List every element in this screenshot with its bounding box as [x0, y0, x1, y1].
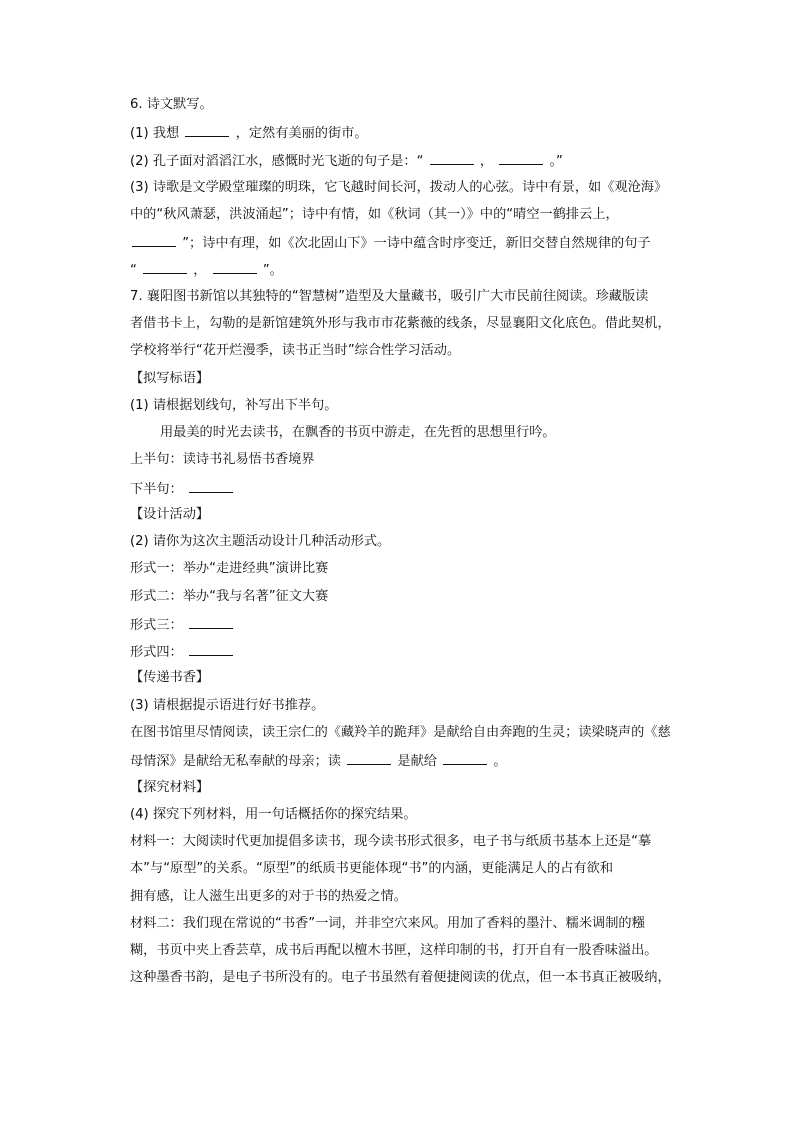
q6-item-1-text-b: ，定然有美丽的街市。 [235, 126, 368, 141]
q6-item-3-line-4-text-c: ”。 [262, 263, 283, 278]
answer-blank[interactable] [443, 750, 487, 765]
q6-item-1 [130, 122, 710, 142]
answer-blank[interactable] [189, 478, 233, 493]
q7-form-3 [130, 614, 710, 634]
q6-item-3-line-4-text-b: ， [193, 263, 207, 278]
answer-blank[interactable] [132, 232, 176, 247]
q7-form-1: 形式一：举办“走进经典”演讲比赛 [130, 561, 329, 576]
q7-item-1-underlined-text: 用最美的时光去读书，在飘香的书页中游走，在先哲的思想里行吟。 [160, 425, 556, 440]
q6-item-1-text-a: (1) 我想 [130, 126, 180, 141]
material-2-line-2: 糊，书页中夹上香芸草，成书后再配以檀木书匣，这样印制的书，打开自有一股香味溢出。 [130, 943, 658, 958]
q6-item-3-line-4-text-a: “ [130, 263, 137, 278]
q6-item-3-line-4 [130, 259, 710, 279]
answer-blank[interactable] [213, 259, 257, 274]
q6-item-2-text-c: 。” [549, 154, 563, 169]
q7-item-1-prompt: (1) 请根据划线句，补写出下半句。 [130, 398, 338, 413]
section-heading-recommend: 【传递书香】 [130, 670, 210, 685]
q6-item-2 [130, 150, 710, 170]
material-1-line-3: 拥有感，让人滋生出更多的对于书的热爱之情。 [130, 889, 407, 904]
q7-item-4-prompt: (4) 探究下列材料，用一句话概括你的探究结果。 [130, 807, 417, 822]
answer-blank[interactable] [347, 750, 391, 765]
q6-item-3-line-3-text: ”；诗中有理，如《次北固山下》一诗中蕴含时序变迁，新旧交替自然规律的句子 [182, 236, 651, 251]
material-1-line-2: 本”与“原型”的关系。“原型”的纸质书更能体现“书”的内涵，更能满足人的占有欲和 [130, 861, 614, 876]
q7-item-3-text-2-a: 母情深》是献给无私奉献的母亲；读 [130, 754, 341, 769]
q7-form-2: 形式二：举办“我与名著”征文大赛 [130, 589, 329, 604]
q6-item-3-line-2: 中的“秋风萧瑟，洪波涌起”；诗中有情，如《秋词（其一）》中的“晴空一鹤排云上， [130, 207, 619, 222]
answer-blank[interactable] [189, 614, 233, 629]
answer-blank[interactable] [499, 150, 543, 165]
q7-item-3-text-2-b: 是献给 [397, 754, 437, 769]
question-7-intro-1: 7. 襄阳图书新馆以其独特的“智慧树”造型及大量藏书，吸引广大市民前往阅读。珍藏版读 [130, 289, 649, 304]
q6-item-3-line-3 [130, 232, 710, 252]
material-2-line-3: 这种墨香书韵，是电子书所没有的。电子书虽然有着便捷阅读的优点，但一本书真正被吸纳， [130, 970, 671, 985]
q7-item-1-lower [130, 478, 710, 498]
q6-item-2-text-b: ， [479, 154, 494, 169]
question-6-title: 6. 诗文默写。 [130, 97, 213, 112]
q7-form-4-label: 形式四： [130, 645, 183, 660]
answer-blank[interactable] [189, 641, 233, 656]
q7-item-2-prompt: (2) 请你为这次主题活动设计几种活动形式。 [130, 534, 391, 549]
section-heading-activity: 【设计活动】 [130, 507, 210, 522]
q6-item-3-line-1: (3) 诗歌是文学殿堂璀璨的明珠，它飞越时间长河，拨动人的心弦。诗中有景，如《观沧海》 [130, 180, 668, 195]
q6-item-2-text-a: (2) 孔子面对滔滔江水，感慨时光飞逝的句子是：“ [130, 154, 424, 169]
section-heading-explore: 【探究材料】 [130, 780, 210, 795]
answer-blank[interactable] [430, 150, 474, 165]
material-2-line-1: 材料二：我们现在常说的“书香”一词，并非空穴来风。用加了香料的墨汁、糯米调制的糨 [130, 916, 645, 931]
question-7-intro-3: 学校将举行“花开烂漫季，读书正当时”综合性学习活动。 [130, 343, 461, 358]
q7-form-4 [130, 641, 710, 661]
q7-item-3-text-2 [130, 750, 710, 770]
q7-item-3-text-2-c: 。 [493, 754, 507, 769]
q7-item-1-upper: 上半句：读诗书礼易悟书香境界 [130, 452, 315, 467]
answer-blank[interactable] [185, 122, 229, 137]
answer-blank[interactable] [143, 259, 187, 274]
q7-item-1-lower-label: 下半句： [130, 482, 183, 497]
q7-item-3-prompt: (3) 请根据提示语进行好书推荐。 [130, 698, 325, 713]
question-7-intro-2: 者借书卡上，勾勒的是新馆建筑外形与我市市花紫薇的线条，尽显襄阳文化底色。借此契机， [130, 316, 671, 331]
section-heading-slogan: 【拟写标语】 [130, 371, 210, 386]
q7-item-3-text-1: 在图书馆里尽情阅读，读王宗仁的《藏羚羊的跪拜》是献给自由奔跑的生灵；读梁晓声的《慈 [130, 725, 671, 740]
material-1-line-1: 材料一：大阅读时代更加提倡多读书，现今读书形式很多，电子书与纸质书基本上还是“摹 [130, 834, 652, 849]
q7-form-3-label: 形式三： [130, 618, 183, 633]
